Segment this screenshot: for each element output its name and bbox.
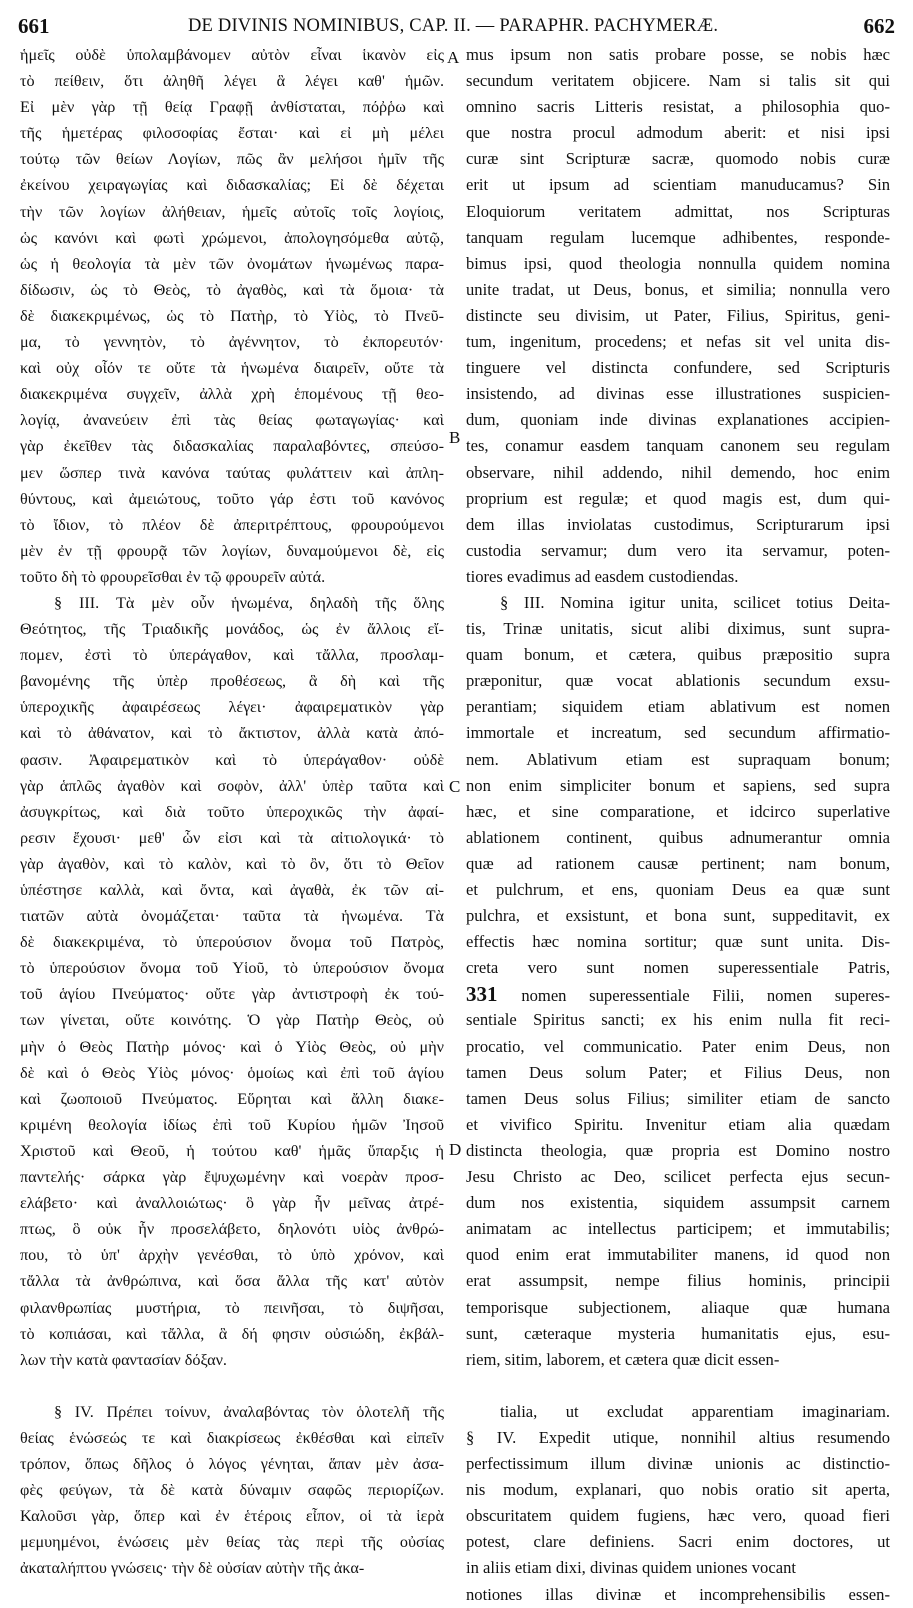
latin-text-line: procatio, vel communicatio. Pater enim Deus, non	[466, 1036, 890, 1056]
greek-text-line: μὲν ἐν τῇ φρουρᾷ τῶν λογίων, δυναμούμενοι δὲ, εἰς	[20, 541, 444, 560]
paragraph-gap	[20, 1373, 444, 1399]
latin-text-line: tes, conamur easdem tanquam canonem seu regulam	[466, 436, 890, 456]
latin-text-line: in aliis etiam dixi, divinas quidem uniones vocant	[466, 1558, 796, 1578]
greek-text-line: καὶ οὐχ οἷόν τε οὔτε τὰ ἡνωμένα διαιρεῖν, οὔτε τὰ	[20, 359, 444, 378]
greek-text-line: πομεν, ἐστὶ τὸ ὑπεράγαθον, καὶ τἄλλα, προσλαμ-	[20, 646, 444, 665]
latin-text-line: mus ipsum non satis probare posse, se nobis hæc	[466, 45, 890, 64]
latin-text-line: effectis hæc nomina sortitur; quæ sunt unita. Dis-	[466, 932, 890, 952]
latin-text-line: tamen Deus solus Filius; similiter etiam de sancto	[466, 1088, 890, 1108]
margin-marker-d: D	[449, 1140, 462, 1159]
latin-text-line: notiones illas divinæ et incomprehensibilis essen-	[466, 1584, 890, 1604]
margin-marker-c: C	[449, 777, 461, 796]
latin-text-line: Jesu Christo ac Deo, scilicet perfecta ejus secun-	[466, 1167, 890, 1187]
greek-text-line: φασιν. Ἀφαιρεματικὸν καὶ τὸ ὑπεράγαθον· οὐδὲ	[20, 750, 444, 769]
greek-text-line: ὡς ἡ θεολογία τὰ μὲν τῶν ὀνομάτων ἡνωμένως παρα-	[20, 254, 444, 273]
latin-text-line: distincte seu divisim, ut Pater, Filius, Spiritus, geni-	[466, 305, 890, 325]
greek-text-line: ελάβετο· καὶ ἀναλλοιώτως· ὃ γὰρ ἦν μεῖνας ἀτρέ-	[20, 1194, 444, 1213]
greek-text-line: ὑπέστησε καλλὰ, καὶ ὄντα, καὶ ἀγαθὰ, ἐκ τῶν αἰ-	[20, 881, 444, 899]
greek-text-line: μεν ὥσπερ τινὰ κανόνα ταύτας φυλάττειν καὶ ἀπλη-	[20, 463, 444, 482]
latin-text-line: nem. Ablativum etiam est supraquam bonum;	[466, 749, 890, 769]
latin-text-line: tiores evadimus ad easdem custodiendas.	[466, 566, 739, 586]
greek-text-line: τὸ ἴδιον, τὸ πλέον δὲ ἀπεριτρέπτους, φρουρούμενοι	[20, 515, 444, 534]
greek-text-line: διακεκριμένα συγχεῖν, ἀλλὰ χρὴ ἑπομένους τῇ θεο-	[20, 385, 444, 404]
greek-text-line: ὑπεροχικῆς ἀφαιρέσεως λέγει· ἀφαιρεματικὸν γὰρ	[20, 698, 444, 717]
latin-text-line: quod enim erat immutabiliter manens, id quod non	[466, 1245, 890, 1265]
greek-text-line: ὡς κανόνι καὶ φωτὶ χρώμενοι, ἀπολογησόμεθα αὐτῷ,	[20, 228, 444, 247]
greek-text-line: τρόπον, ὅπως δῆλος ὁ λόγος γένηται, ἅπαν μὲν ἀσα-	[20, 1455, 444, 1474]
greek-text-line: τὸ ὑπερούσιον ὄνομα τοῦ Υἱοῦ, τὸ ὑπερούσιον ὄνομα	[20, 959, 444, 978]
greek-text-line: θείας ἑνώσεώς τε καὶ διακρίσεως ἐκθέσθαι καὶ εἰπεῖν	[20, 1428, 444, 1447]
greek-text-line: των γίνεται, οὔτε κοινότης. Ὁ γὰρ Πατὴρ Θεὸς, οὐ	[20, 1011, 444, 1030]
greek-text-line: γὰρ ἀγαθὸν, καὶ τὸ καλὸν, καὶ τὸ ὂν, ὅτι τὸ Θεῖον	[20, 854, 444, 873]
latin-text-line: dum, quoniam inde divinas explanationes accipien-	[466, 410, 890, 430]
latin-text-line: § IV. Expedit utique, nonnihil altius resumendo	[466, 1427, 890, 1447]
greek-text-line: θύντους, καὶ ἀμειώτους, τοῦτο γάρ ἐστι τοῦ κανόνος	[20, 489, 444, 508]
latin-text-line: Eloquiorum veritatem admittat, nos Scripturas	[466, 201, 890, 221]
greek-text-line: μεμυημένοι, ἑνώσεις μὲν θείας τὰς περὶ τῆς οὐσίας	[20, 1533, 444, 1552]
greek-text-line: γὰρ ἁπλῶς ἀγαθὸν καὶ σοφὸν, ἀλλ' ὑπὲρ ταῦτα καὶ	[20, 776, 444, 795]
latin-text-line: obscuritatem quidem fugiens, hæc vero, quoad fieri	[466, 1506, 890, 1526]
greek-text-line: λογίᾳ, ἀνανεύειν ἐπὶ τὰς θείας φωταγωγίας· καὶ	[20, 411, 444, 430]
greek-text-line: φὲς φεύγων, τὰ δὲ κατὰ δύναμιν σαφῶς περιορίζων.	[20, 1481, 444, 1500]
latin-text-line: non enim simpliciter bonum et sapiens, sed supra	[466, 775, 890, 795]
latin-text-line: dum nos existentia, siquidem assumpsit carnem	[466, 1193, 890, 1213]
latin-text-line: unite tradat, ut Deus, bonus, et similia; nonnulla vero	[466, 279, 890, 299]
greek-text-line: παντελής· σάρκα γὰρ ἔψυχωμένην καὶ νοερὰν προσ-	[20, 1168, 444, 1187]
latin-text-line: sentiale Spiritus sancti; ex his enim nulla fit reci-	[466, 1010, 890, 1030]
latin-text-line: erit ut ipsum ad scientiam manuducamus? Sin	[466, 175, 890, 195]
latin-text-line: sunt, cæteraque mysteria humanitatis ejus, esu-	[466, 1323, 890, 1343]
greek-text-line: τιατῶν αὐτὰ ὀνομάζεται· ταῦτα τὰ ἡνωμένα. Τὰ	[20, 907, 444, 926]
margin-marker-b: B	[449, 428, 461, 447]
latin-text-line: pulchra, et exsistunt, et bona sunt, suppeditavit, ex	[466, 906, 890, 926]
left-page-number: 661	[18, 14, 50, 38]
page-header	[18, 14, 895, 44]
latin-text-line: ablationem continent, quibus adnumerantur omnia	[466, 827, 890, 847]
greek-text-line: καὶ ζωοποιοῦ Πνεύματος. Εὕρηται καὶ ἄλλη διακε-	[20, 1089, 444, 1108]
greek-text-line: τούτῳ τῶν θείων Λογίων, πῶς ἂν μελήσοι ἡμῖν τῆς	[20, 150, 444, 169]
latin-text-line: tinguere vel distincta confundere, sed Scripturis	[466, 358, 890, 378]
latin-text-line: præponitur, quæ vocat ablationis secundum exsu-	[466, 671, 890, 691]
latin-text-line: et pulchrum, et ens, quoniam Deus ea quæ sunt	[466, 880, 890, 899]
greek-column	[20, 42, 444, 1582]
greek-text-line: § IV. Πρέπει τοίνυν, ἀναλαβόντας τὸν ὁλοτελῆ τῆς	[54, 1402, 444, 1421]
latin-text-line: temporisque subjectionem, aliaque quæ humana	[466, 1297, 890, 1317]
greek-text-line: φιλανθρωπίας μυστήρια, τὸ πεινῆσαι, τὸ διψῆσαι,	[20, 1298, 444, 1317]
latin-text-line: bimus ipsi, quod theologia nonnulla quidem nomina	[466, 253, 890, 273]
latin-text-line: perfectissimum illum divinæ unionis ac distinctio-	[466, 1454, 890, 1474]
margin-marker-a: A	[447, 48, 460, 67]
latin-text-line: tis, Trinæ unitatis, sicut alibi diximus, sunt supra-	[466, 619, 890, 639]
greek-text-line: τὸ κοπιάσαι, καὶ τἄλλα, ἃ δή φησιν οὐσιώδη, ἐκβάλ-	[20, 1324, 444, 1343]
greek-text-line: Εἰ μὲν γὰρ τῇ θείᾳ Γραφῇ ἀνθίσταται, πόῤῥω καὶ	[20, 98, 444, 117]
greek-text-line: ἐκείνου χειραγωγίας καὶ διδασκαλίας; Εἰ δὲ δέχεται	[20, 176, 444, 195]
latin-text-line: creta vero sunt nomen superessentiale Patris,	[466, 958, 890, 978]
latin-text-line: quæ ad rationem causæ pertinent; nam bonum,	[466, 853, 890, 873]
greek-text-line: τῆς ἡμετέρας φιλοσοφίας ἔσται· καὶ εἰ μὴ μέλει	[20, 124, 444, 143]
greek-text-line: § III. Τὰ μὲν οὖν ἡνωμένα, δηλαδὴ τῆς ὅλης	[54, 593, 444, 612]
running-title: DE DIVINIS NOMINIBUS, CAP. II. — PARAPHR. PACHYMERÆ.	[188, 16, 719, 36]
greek-text-line: μὴν ὁ Θεὸς Πατὴρ μόνος· καὶ ὁ Υἱὸς Θεὸς, οὐ μὴν	[20, 1037, 444, 1056]
greek-text-line: δὲ διακεκριμένα, τὸ ὑπερούσιον ὄνομα τοῦ Πατρὸς,	[20, 933, 444, 952]
latin-text-line: immortale et increatum, sed secundum affirmatio-	[466, 723, 890, 743]
latin-text-line: tialia, ut excludat apparentiam imaginariam.	[500, 1401, 890, 1421]
greek-text-line: καὶ τὸ ἀθάνατον, καὶ τὸ ἄκτιστον, ἀλλὰ κατὰ ἀπό-	[20, 724, 444, 743]
greek-text-line: Καλοῦσι γὰρ, ὅπερ καὶ ἐν ἑτέροις εἶπον, οἱ τὰ ἱερὰ	[20, 1507, 444, 1526]
latin-text-line: observare, nihil addendo, nihil demendo, hoc enim	[466, 462, 890, 482]
greek-text-line: δὲ διακεκριμένως, ὡς τὸ Πατὴρ, τὸ Υἱὸς, τὸ Πνεῦ-	[20, 306, 444, 325]
latin-text-line: nis modum, explanari, quo nobis oratio sit aperta,	[466, 1480, 890, 1500]
latin-text-line: § III. Nomina igitur unita, scilicet totius Deita-	[500, 592, 890, 612]
latin-text-line: secundum veritatem objicere. Nam si talis sit qui	[466, 71, 890, 91]
latin-text-line: tamen Deus solum Pater; et Filius Deus, non	[466, 1062, 890, 1082]
right-page-number: 662	[863, 14, 895, 38]
latin-text-line: insistendo, ad divinas esse illustrationes suspicien-	[466, 384, 890, 404]
greek-text-line: τἄλλα τὰ ἀνθρώπινα, καὶ ὅσα ἄλλα τῆς κατ' αὐτὸν	[20, 1272, 444, 1291]
latin-text-line: et vivifico Spiritu. Invenitur etiam alia quædam	[466, 1114, 890, 1134]
greek-text-line: λων τὴν κατὰ φαντασίαν δόξαν.	[20, 1350, 227, 1369]
latin-text-line: 331 nomen superessentiale Filii, nomen superes-	[466, 982, 890, 1007]
latin-text-line: curæ sint Scripturæ sacræ, quomodo nobis curæ	[466, 149, 890, 169]
latin-text-line: que nostra procul admodum aberit: et nisi ipsi	[466, 123, 890, 143]
latin-text-line: custodia servamur; dum vero ita servamur, poten-	[466, 540, 890, 560]
latin-text-line: perantiam; siquidem etiam ablativum est nomen	[466, 697, 890, 717]
latin-text-line: distincta theologia, quæ propria est Domino nostro	[466, 1140, 890, 1160]
greek-text-line: ἀκαταλήπτου γνώσεις· τὴν δὲ οὐσίαν αὐτὴν τῆς ἀκα-	[20, 1559, 365, 1578]
latin-text-line: omnino sacris Litteris resistat, a philosophia quo-	[466, 97, 890, 117]
greek-text-line: τὴν τῶν λογίων ἀλήθειαν, ἡμεῖς αὐτοῖς τοῖς λογίοις,	[20, 202, 444, 221]
paragraph-gap	[466, 1373, 890, 1399]
latin-text-line: tanquam regulam lucemque adhibentes, responde-	[466, 227, 890, 247]
latin-text-line: tum, ingenitum, procedens; et nefas sit vel unita dis-	[466, 332, 890, 352]
latin-text-line: animatam ac intellectus participem; et immutabilis;	[466, 1219, 890, 1239]
latin-text-line: proprium est regulæ; et quod magis est, dum qui-	[466, 488, 890, 508]
greek-text-line: τοῦ ἁγίου Πνεύματος· οὔτε γὰρ ἀντιστροφὴ ἐκ τού-	[20, 985, 444, 1004]
latin-text-line: potest, clare definiens. Sacri enim doctores, ut	[466, 1532, 890, 1552]
greek-text-line: ἀσυγκρίτως, καὶ διὰ τοῦτο ὑπεροχικῶς τὴν ἀφαί-	[20, 802, 444, 821]
greek-text-line: κριμένη θεολογία ἰδίως ἐπὶ τοῦ Κυρίου ἡμῶν Ἰησοῦ	[20, 1115, 444, 1134]
latin-column	[466, 42, 890, 1608]
greek-text-line: τοῦτο δὴ τὸ φρουρεῖσθαι ἐν τῷ φρουρεῖν αὐτά.	[20, 567, 326, 586]
greek-text-line: δὲ καὶ ὁ Θεὸς Υἱὸς μόνος· ὁμοίως καὶ ἐπὶ τοῦ ἁγίου	[20, 1063, 444, 1082]
greek-text-line: δίδωσιν, ὡς τὸ Θεὸς, τὸ ἀγαθὸς, καὶ τὰ ὅμοια· τὰ	[20, 280, 444, 299]
latin-text-line: quam bonum, et cætera, quibus præpositio supra	[466, 645, 890, 665]
greek-text-line: Χριστοῦ καὶ Θεοῦ, ἡ τούτου καθ' ἡμᾶς ὕπαρξις ἡ	[20, 1141, 444, 1160]
greek-text-line: ρεσιν ἔχουσι· μεθ' ὧν εἰσι καὶ τὰ αἰτιολογικά· τὸ	[20, 828, 444, 847]
latin-text-line: hæc, et sine comparatione, et idcirco superlative	[466, 801, 890, 821]
greek-text-line: βανομένης τῆς ὑπὲρ προθέσεως, ἃ δὴ καὶ τῆς	[20, 672, 444, 691]
greek-text-line: που, τὸ ὑπ' ἀρχὴν γενέσθαι, τὸ ὑπὸ χρόνον, καὶ	[20, 1246, 444, 1265]
latin-text-line: riem, sitim, laborem, et cætera quæ dicit essen-	[466, 1349, 780, 1369]
greek-text-line: μα, τὸ γεννητὸν, τὸ ἀγέννητον, τὸ ἐκπορευτόν·	[20, 333, 444, 352]
latin-text-line: erat assumpsit, nempe filius hominis, principii	[466, 1271, 890, 1291]
latin-text-line: dem illas inviolatas custodimus, Scripturarum ipsi	[466, 514, 890, 534]
greek-text-line: ἡμεῖς οὐδὲ ὑπολαμβάνομεν αὐτὸν εἶναι ἱκανὸν εἰς	[20, 46, 444, 64]
greek-text-line: πτως, ὃ οὐκ ἦν προσελάβετο, δηλονότι υἱὸς ἀνθρώ-	[20, 1220, 444, 1239]
greek-text-line: γὰρ ἐκεῖθεν τὰς διδασκαλίας παραλαβόντες, σπεύσο-	[20, 437, 444, 456]
greek-text-line: Θεότητος, τῆς Τριαδικῆς μονάδος, ὡς ἐν ἄλλοις εἴ-	[20, 620, 444, 639]
inline-page-number: 331	[466, 982, 522, 1007]
greek-text-line: τὸ πείθειν, ὅτι ἀληθῆ λέγει ἃ λέγει καθ' ἡμῶν.	[20, 72, 444, 91]
